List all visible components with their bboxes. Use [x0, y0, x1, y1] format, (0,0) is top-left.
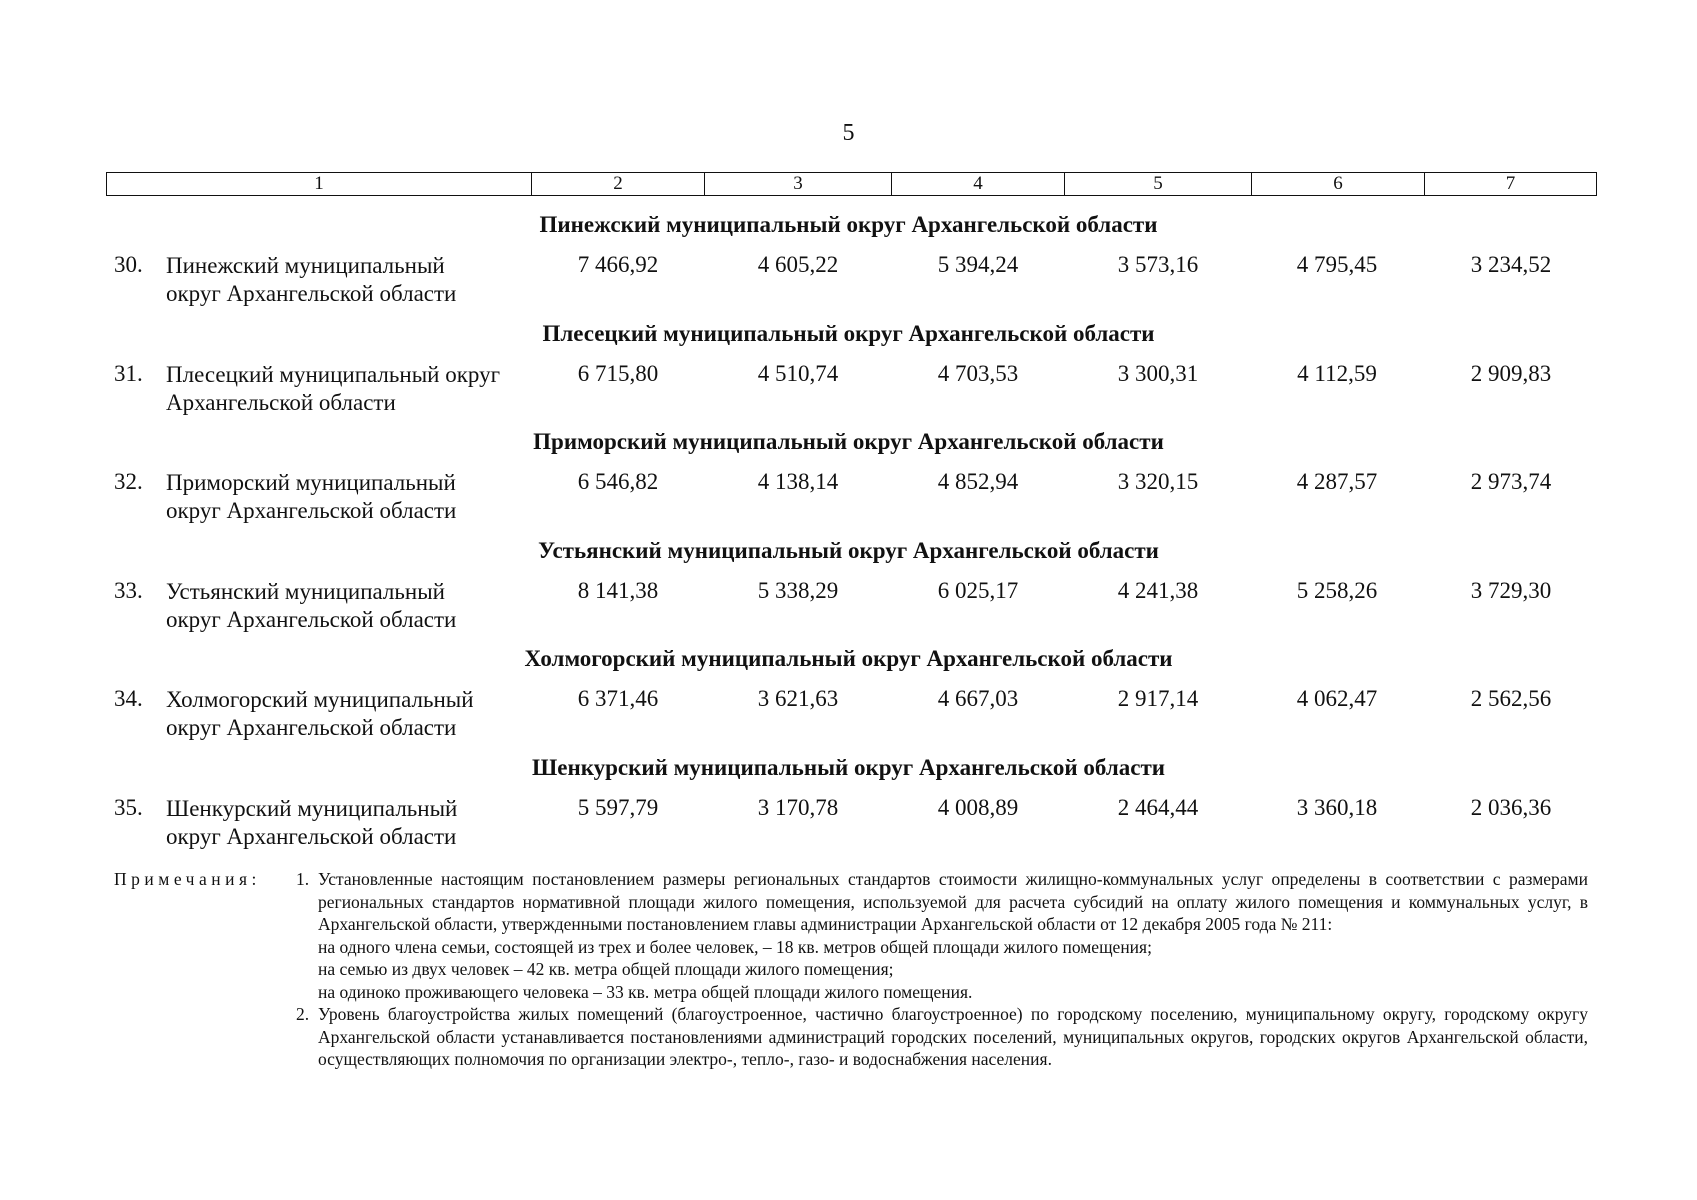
row-name-line: Холмогорский муниципальный [166, 687, 474, 712]
row-number: 30. [114, 252, 143, 277]
value-cell: 6 715,80 [577, 361, 659, 386]
value-cell: 5 258,26 [1296, 578, 1378, 603]
value-cell: 4 112,59 [1297, 361, 1377, 386]
column-header-table [106, 172, 1597, 196]
value-cell: 2 973,74 [1470, 469, 1552, 494]
value-cell: 4 795,45 [1296, 252, 1378, 277]
column-header: 1 [107, 173, 532, 196]
value-cell: 2 562,56 [1470, 686, 1552, 711]
value-cell: 5 597,79 [577, 795, 659, 820]
row-name [166, 578, 526, 634]
row-name-line: округ Архангельской области [166, 607, 457, 632]
column-header-row [107, 173, 1597, 196]
value-cell: 5 394,24 [937, 252, 1019, 277]
row-number: 34. [114, 686, 143, 711]
note-line: на одного члена семьи, состоящей из трех и более человек, – 18 кв. метров общей площади жилого помещения; [318, 936, 1152, 957]
value-cell: 3 573,16 [1117, 252, 1199, 277]
section-title: Холмогорский муниципальный округ Архангельской области [524, 646, 1173, 671]
value-cell: 2 036,36 [1470, 795, 1552, 820]
row-name [166, 686, 526, 742]
note-item [296, 868, 1588, 1003]
row-name-line: Архангельской области [166, 390, 396, 415]
value-cell: 3 360,18 [1296, 795, 1378, 820]
row-number: 35. [114, 795, 143, 820]
row-name [166, 252, 526, 308]
page-number: 5 [842, 120, 855, 146]
row-number: 32. [114, 469, 143, 494]
value-cell: 3 621,63 [757, 686, 839, 711]
note-text: Уровень благоустройства жилых помещений (благоустроенное, частично благоустроенное) по городскому поселению, муниципальному округу, городскому округу Архангельской области устанавливается постановлениями администраций городских поселений, муниципальных округов, городских округов Архангельской области, осуществляющих полномочия по организации электро-, тепло-, газо- и водоснабжения населения. [318, 1004, 1588, 1069]
value-cell: 4 008,89 [937, 795, 1019, 820]
note-line: на одиноко проживающего человека – 33 кв. метра общей площади жилого помещения. [318, 981, 973, 1002]
notes-body [296, 868, 1588, 1071]
value-cell: 3 234,52 [1470, 252, 1552, 277]
row-name-line: округ Архангельской области [166, 498, 457, 523]
note-number: 2. [296, 1004, 310, 1024]
row-name-line: Пинежский муниципальный [166, 253, 445, 278]
note-number: 1. [296, 869, 310, 889]
value-cell: 3 320,15 [1117, 469, 1199, 494]
column-header: 4 [892, 173, 1065, 196]
notes-label: Примечания: [114, 869, 261, 889]
row-name [166, 469, 526, 525]
note-line: на семью из двух человек – 42 кв. метра общей площади жилого помещения; [318, 959, 894, 979]
row-name-line: Плесецкий муниципальный округ [166, 362, 501, 387]
value-cell: 4 667,03 [937, 686, 1019, 711]
value-cell: 4 605,22 [757, 252, 839, 277]
value-cell: 4 852,94 [937, 469, 1019, 494]
value-cell: 2 909,83 [1470, 361, 1552, 386]
row-number: 31. [114, 361, 143, 386]
row-name-line: Шенкурский муниципальный [166, 796, 458, 821]
row-number: 33. [114, 578, 143, 603]
column-header: 7 [1425, 173, 1597, 196]
value-cell: 2 917,14 [1117, 686, 1199, 711]
row-name-line: округ Архангельской области [166, 281, 457, 306]
row-name [166, 361, 526, 417]
row-name-line: Устьянский муниципальный [166, 579, 445, 604]
value-cell: 4 703,53 [937, 361, 1019, 386]
column-header: 2 [532, 173, 705, 196]
note-item [296, 1003, 1588, 1071]
value-cell: 7 466,92 [577, 252, 659, 277]
value-cell: 4 062,47 [1296, 686, 1378, 711]
value-cell: 6 025,17 [937, 578, 1019, 603]
value-cell: 3 300,31 [1117, 361, 1199, 386]
note-text: Установленные настоящим постановлением размеры региональных стандартов стоимости жилищно-коммунальных услуг определены в соответствии с размерами региональных стандартов нормативной площади жилого помещения, используемой для расчета субсидий на оплату жилого помещения и коммунальных услуг, в Архангельской области, утвержденными постановлением главы администрации Архангельской области от 12 декабря 2005 года № 211: [318, 869, 1588, 934]
column-header: 6 [1252, 173, 1425, 196]
section-title: Плесецкий муниципальный округ Архангельской области [542, 321, 1155, 346]
column-header: 5 [1065, 173, 1252, 196]
value-cell: 6 371,46 [577, 686, 659, 711]
section-title: Шенкурский муниципальный округ Архангельской области [531, 755, 1165, 780]
value-cell: 3 170,78 [757, 795, 839, 820]
value-cell: 5 338,29 [757, 578, 839, 603]
section-title: Устьянский муниципальный округ Архангельской области [538, 538, 1159, 563]
value-cell: 4 287,57 [1296, 469, 1378, 494]
row-name-line: Приморский муниципальный [166, 470, 456, 495]
value-cell: 4 510,74 [757, 361, 839, 386]
row-name [166, 795, 526, 851]
row-name-line: округ Архангельской области [166, 824, 457, 849]
section-title: Пинежский муниципальный округ Архангельской области [539, 212, 1158, 237]
value-cell: 3 729,30 [1470, 578, 1552, 603]
value-cell: 4 138,14 [757, 469, 839, 494]
value-cell: 2 464,44 [1117, 795, 1199, 820]
value-cell: 4 241,38 [1117, 578, 1199, 603]
value-cell: 6 546,82 [577, 469, 659, 494]
section-title: Приморский муниципальный округ Архангельской области [533, 429, 1164, 454]
row-name-line: округ Архангельской области [166, 715, 457, 740]
value-cell: 8 141,38 [577, 578, 659, 603]
column-header: 3 [705, 173, 892, 196]
